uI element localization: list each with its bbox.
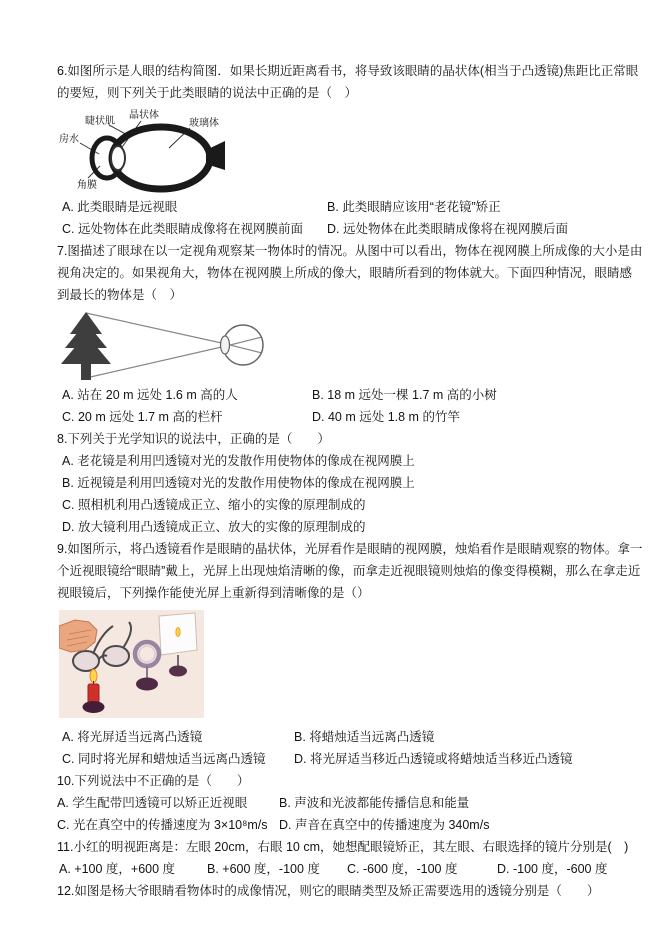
question-6-option-d: D. 远处物体在此类眼睛成像将在视网膜后面 bbox=[327, 222, 568, 236]
question-10-option-a: A. 学生配带凹透镜可以矫正近视眼 bbox=[57, 796, 248, 810]
question-6-options-row1 bbox=[57, 196, 643, 218]
question-11-option-d: D. -100 度，-600 度 bbox=[497, 862, 608, 876]
question-7 bbox=[57, 240, 643, 428]
question-10-options-row2 bbox=[57, 814, 643, 836]
question-11-option-b: B. +600 度，-100 度 bbox=[207, 862, 320, 876]
lens-experiment-photo bbox=[59, 610, 204, 718]
question-9 bbox=[57, 538, 643, 770]
question-12 bbox=[57, 880, 643, 902]
question-9-option-b: B. 将蜡烛适当远离凸透镜 bbox=[294, 730, 435, 744]
lens-base bbox=[136, 678, 158, 691]
question-11 bbox=[57, 836, 643, 880]
question-6 bbox=[57, 60, 643, 240]
question-9-option-d: D. 将光屏适当移近凸透镜或将蜡烛适当移近凸透镜 bbox=[294, 752, 573, 766]
question-7-option-b: B. 18 m 远处一棵 1.7 m 高的小树 bbox=[312, 388, 497, 402]
sight-rays bbox=[86, 313, 262, 378]
question-11-options-row bbox=[57, 858, 643, 880]
question-8-option-c: C. 照相机利用凸透镜成正立、缩小的实像的原理制成的 bbox=[62, 498, 366, 512]
label-ciliary-muscle: 睫状肌 bbox=[85, 116, 115, 127]
label-cornea: 角膜 bbox=[77, 180, 97, 191]
candle-base bbox=[83, 701, 105, 713]
label-lens: 晶状体 bbox=[129, 110, 159, 121]
question-6-text: 6.如图所示是人眼的结构简图．如果长期近距离看书，将导致该眼睛的晶状体(相当于凸透镜)焦距比正常眼的要短，则下列关于此类眼睛的说法中正确的是（ ） bbox=[57, 64, 639, 100]
eye-structure-figure bbox=[57, 108, 257, 194]
question-6-options-row2 bbox=[57, 218, 643, 240]
tree bbox=[61, 312, 111, 380]
question-8 bbox=[57, 428, 643, 538]
eyeball-outline bbox=[112, 127, 210, 189]
candle-flame bbox=[90, 670, 97, 683]
visual-angle-figure bbox=[61, 310, 276, 384]
lens-shape bbox=[111, 146, 125, 170]
question-11-option-c: C. -600 度，-100 度 bbox=[347, 862, 458, 876]
image-on-screen bbox=[176, 628, 180, 637]
question-7-option-d: D. 40 m 远处 1.8 m 的竹竿 bbox=[312, 410, 460, 424]
question-6-option-a: A. 此类眼睛是远视眼 bbox=[62, 200, 178, 214]
question-11-option-a: A. +100 度，+600 度 bbox=[59, 862, 176, 876]
question-9-text: 9.如图所示，将凸透镜看作是眼睛的晶状体，光屏看作是眼睛的视网膜，烛焰看作是眼睛观察的物体。拿一个近视眼镜给“眼睛”戴上，光屏上出现烛焰清晰的像，而拿走近视眼镜则烛焰的像变得模糊，那么在拿走近视眼镜后，下列操作能使光屏上重新得到清晰像的是（） bbox=[57, 542, 643, 600]
label-aqueous: 房水 bbox=[59, 134, 79, 145]
question-7-option-a: A. 站在 20 m 远处 1.6 m 高的人 bbox=[62, 388, 238, 402]
question-8-text: 8.下列关于光学知识的说法中，正确的是（ ） bbox=[57, 432, 330, 446]
screen-base bbox=[169, 666, 187, 677]
question-7-text: 7.图描述了眼球在以一定视角观察某一物体时的情况。从图中可以看出，物体在视网膜上所成像的大小是由视角决定的。如果视角大，物体在视网膜上所成的像大，眼睛所看到的物体就大。下面四种情况，眼睛感到最长的物体是（ ） bbox=[57, 244, 643, 302]
question-7-option-c: C. 20 m 远处 1.7 m 高的栏杆 bbox=[62, 410, 223, 424]
question-8-option-d: D. 放大镜利用凸透镜成正立、放大的实像的原理制成的 bbox=[62, 520, 366, 534]
question-9-option-a: A. 将光屏适当远离凸透镜 bbox=[62, 730, 203, 744]
question-10-option-d: D. 声音在真空中的传播速度为 340m/s bbox=[279, 818, 490, 832]
question-10 bbox=[57, 770, 643, 836]
question-8-option-a: A. 老花镜是利用凹透镜对光的发散作用使物体的像成在视网膜上 bbox=[62, 454, 415, 468]
question-10-option-b: B. 声波和光波都能传播信息和能量 bbox=[279, 796, 470, 810]
question-9-option-c: C. 同时将光屏和蜡烛适当远离凸透镜 bbox=[62, 752, 266, 766]
question-6-option-c: C. 远处物体在此类眼睛成像将在视网膜前面 bbox=[62, 222, 303, 236]
question-6-option-b: B. 此类眼睛应该用“老花镜”矫正 bbox=[327, 200, 501, 214]
question-11-text: 11.小红的明视距离是：左眼 20cm，右眼 10 cm，她想配眼镜矫正，其左眼、右眼选择的镜片分别是( ) bbox=[57, 840, 629, 854]
question-10-text: 10.下列说法中不正确的是（ ） bbox=[57, 774, 250, 788]
question-7-options-row2 bbox=[57, 406, 643, 428]
question-9-options-row2 bbox=[57, 748, 643, 770]
glasses-lens-left bbox=[73, 651, 99, 671]
question-8-option-b: B. 近视镜是利用凹透镜对光的发散作用使物体的像成在视网膜上 bbox=[62, 476, 415, 490]
eye-lens bbox=[221, 336, 230, 354]
question-7-options-row1 bbox=[57, 384, 643, 406]
label-vitreous: 玻璃体 bbox=[189, 118, 219, 129]
question-9-options-row1 bbox=[57, 726, 643, 748]
question-10-option-c: C. 光在真空中的传播速度为 3×10⁸m/s bbox=[57, 818, 268, 832]
question-10-options-row1 bbox=[57, 792, 643, 814]
question-12-text: 12.如图是杨大爷眼睛看物体时的成像情况，则它的眼睛类型及矫正需要选用的透镜分别是（ ） bbox=[57, 884, 600, 898]
